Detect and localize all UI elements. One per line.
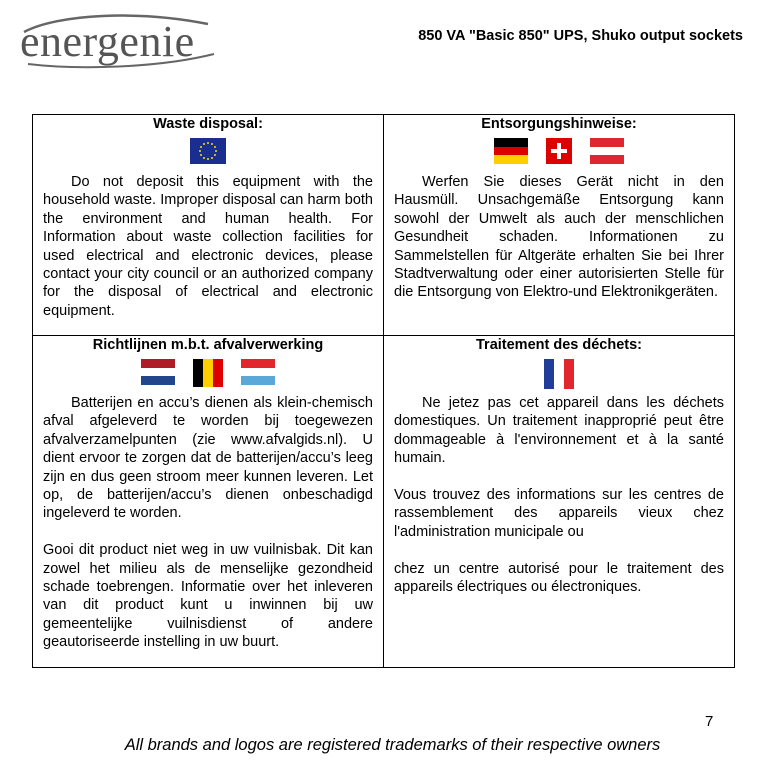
flag-row-french	[394, 359, 724, 389]
section-text-german: Werfen Sie dieses Gerät nicht in den Hausmüll. Unsachgemäße Entsorgung kann sowohl der Umwelt als auch der menschlichen Gesundheit schaden. Informationen zu Sammelstellen für Altgeräte erhalten Sie bei Ihrer Stadtverwaltung oder einer autorisierten Stelle für die Entsorgung von Elektro-und Elektronikgeräten.	[394, 174, 724, 301]
section-german	[384, 115, 735, 336]
section-title-english: Waste disposal:	[153, 116, 263, 132]
section-text-french-3: chez un centre autorisé pour le traitement des appareils électriques ou électroniques.	[394, 560, 724, 596]
section-title-french: Traitement des déchets:	[476, 337, 642, 353]
table-row	[33, 115, 735, 336]
netherlands-flag-icon	[141, 359, 175, 385]
page-number: 7	[705, 713, 714, 730]
section-text-french-2: Vous trouvez des informations sur les centres de rassemblement des appareils vieux chez l'administration municipale ou	[394, 487, 724, 540]
trademark-footer: All brands and logos are registered trademarks of their respective owners	[124, 736, 661, 754]
flag-row-english	[43, 138, 373, 164]
belgium-flag-icon	[193, 359, 223, 387]
table-row	[33, 336, 735, 668]
eu-flag-icon	[190, 138, 226, 164]
switzerland-flag-icon	[546, 138, 572, 164]
flag-row-dutch	[43, 359, 373, 385]
section-title-german: Entsorgungshinweise:	[481, 116, 637, 132]
section-text-dutch-1: Batterijen en accu’s dienen als klein-chemisch afval afgeleverd te worden bij toegewezen afvalverzamelpunten (zie www.afvalgids.nl). U dient ervoor te zorgen dat de batterijen/accu’s leeg zijn en dus geen stroom meer kunnen leveren. Let op, de batterijen/accu’s dienen onbeschadigd ingeleverd te worden.	[43, 395, 373, 522]
section-text-french-1: Ne jetez pas cet appareil dans les déchets domestiques. Un traitement inapproprié peut être dommageable à l'environnement et à la santé humain.	[394, 395, 724, 467]
section-text-dutch-2: Gooi dit product niet weg in uw vuilnisbak. Dit kan zowel het milieu als de menselijke gezondheid schade toebrengen. Informatie over het inleveren van dit product kunt u inwinnen bij uw gemeentelijke vuilnisdienst of andere geautoriseerde instelling in uw buurt.	[43, 542, 373, 651]
section-dutch	[33, 336, 384, 668]
brand-name: energenie	[20, 17, 195, 66]
brand-logo	[18, 10, 218, 70]
austria-flag-icon	[590, 138, 624, 164]
section-title-dutch: Richtlijnen m.b.t. afvalverwerking	[92, 337, 324, 353]
section-french	[384, 336, 735, 668]
disposal-table	[32, 114, 735, 668]
germany-flag-icon	[494, 138, 528, 164]
section-text-english: Do not deposit this equipment with the household waste. Improper disposal can harm both the environment and human health. For Information about waste collection facilities for used electrical and electronic devices, please contact your city council or an authorized company for the disposal of electrical and electronic equipment.	[43, 174, 373, 319]
france-flag-icon	[544, 359, 574, 389]
section-english	[33, 115, 384, 336]
flag-row-german	[394, 138, 724, 164]
product-title: 850 VA "Basic 850" UPS, Shuko output sockets	[418, 28, 743, 44]
luxembourg-flag-icon	[241, 359, 275, 385]
